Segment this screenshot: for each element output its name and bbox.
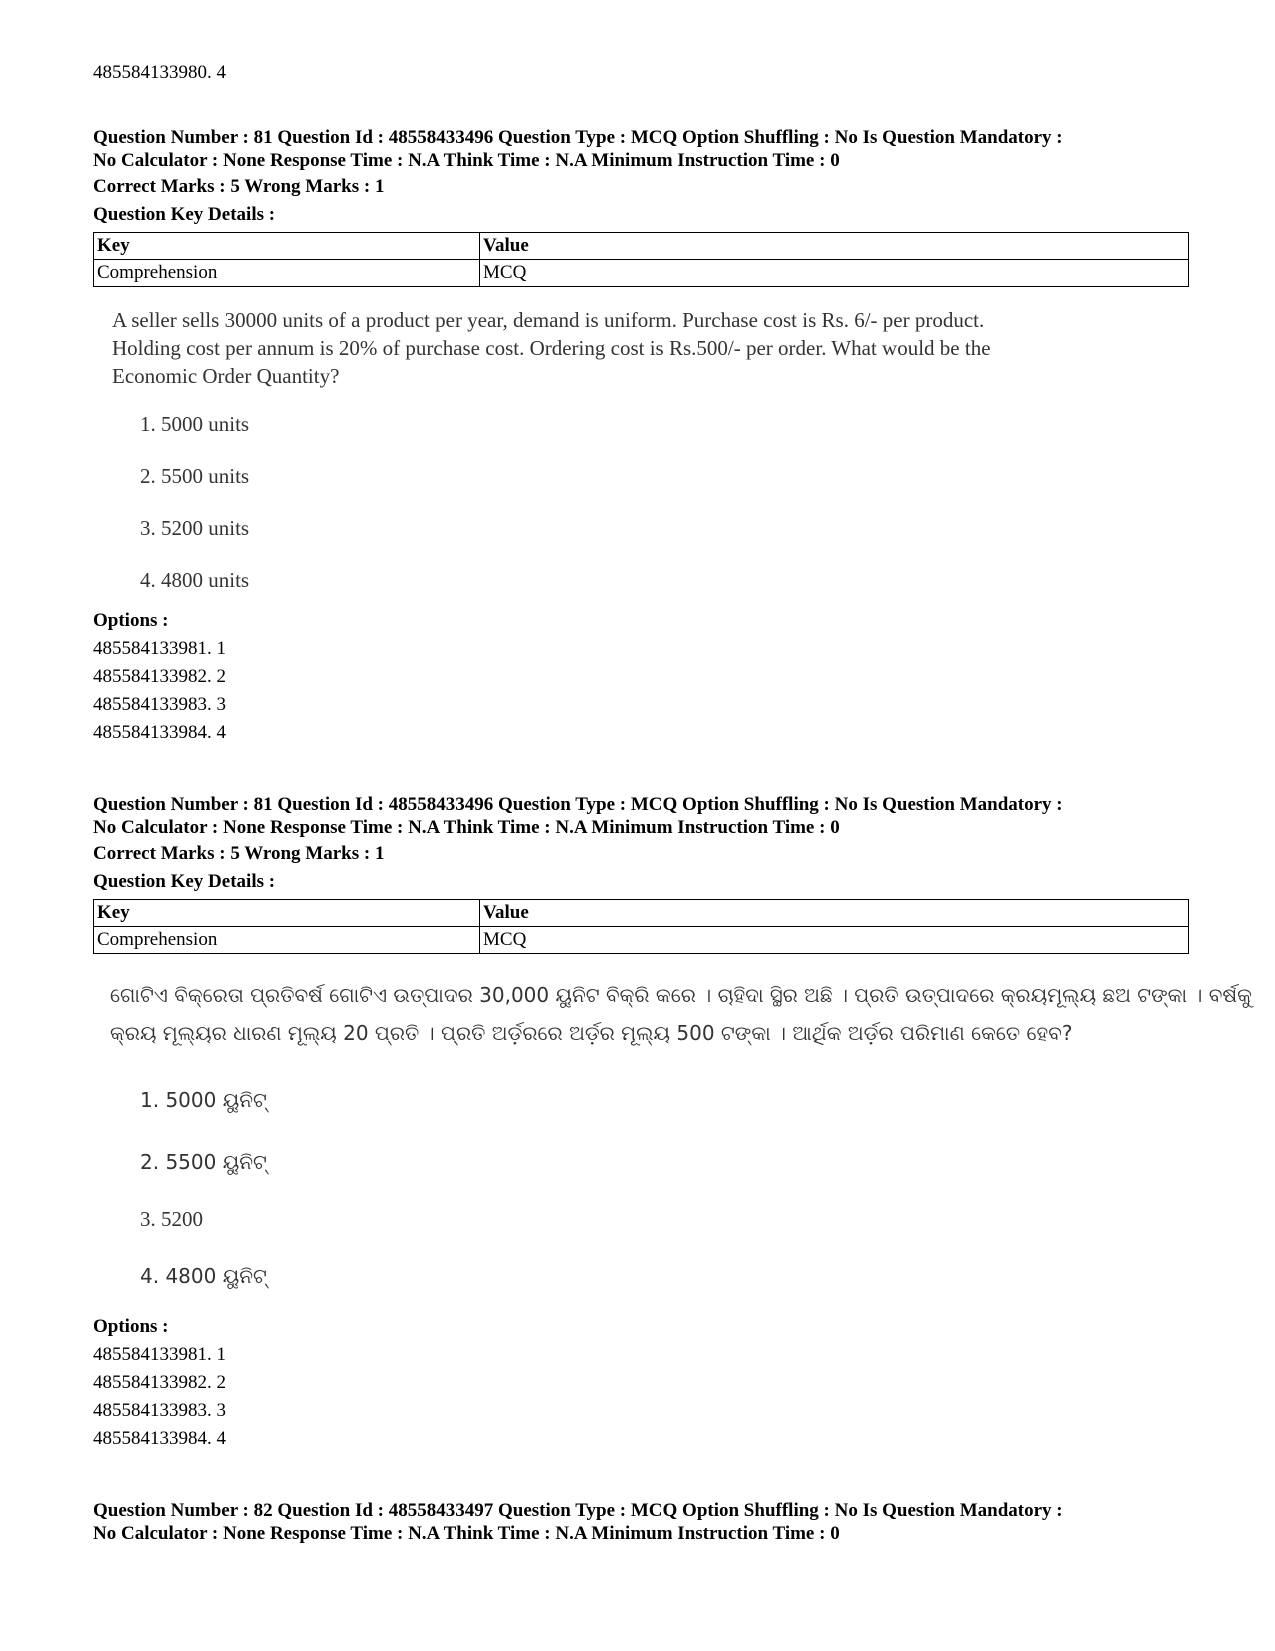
question-line: କ୍ରୟ ମୂଲ୍ୟର ଧାରଣ ମୂଲ୍ୟ 20 ପ୍ରତି । ପ୍ରତି ଅର୍ଡ଼ରରେ ଅର୍ଡ଼ର ମୂଲ୍ୟ 500 ଟଙ୍କା । ଆର୍ଥିକ ଅର୍ଡ଼ର ପରିମାଣ କେତେ ହେବ? bbox=[110, 1021, 1073, 1045]
choice-3: 3. 5200 units bbox=[140, 516, 250, 540]
choice-2: 2. 5500 units bbox=[140, 464, 250, 488]
option-line: 485584133981. 1 bbox=[93, 1344, 226, 1365]
cell-value: MCQ bbox=[480, 927, 1189, 954]
question-meta bbox=[93, 126, 1063, 172]
question-text bbox=[112, 306, 991, 390]
options-heading: Options : bbox=[93, 610, 169, 631]
question-meta-line2: No Calculator : None Response Time : N.A Think Time : N.A Minimum Instruction Time : 0 bbox=[93, 150, 840, 171]
question-meta-line2: No Calculator : None Response Time : N.A Think Time : N.A Minimum Instruction Time : 0 bbox=[93, 1523, 840, 1544]
header-key: Key bbox=[94, 900, 480, 927]
question-meta-line1: Question Number : 82 Question Id : 48558433497 Question Type : MCQ Option Shuffling : No Is Question Mandatory : bbox=[93, 1500, 1063, 1521]
option-line: 485584133982. 2 bbox=[93, 666, 226, 687]
option-line: 485584133982. 2 bbox=[93, 1372, 226, 1393]
table-row bbox=[94, 260, 1189, 287]
cell-value: MCQ bbox=[480, 260, 1189, 287]
key-details-table bbox=[93, 232, 1189, 287]
question-line: Holding cost per annum is 20% of purchase cost. Ordering cost is Rs.500/- per order. What would be the bbox=[112, 336, 991, 360]
key-details-heading: Question Key Details : bbox=[93, 204, 276, 225]
question-line: A seller sells 30000 units of a product per year, demand is uniform. Purchase cost is Rs. 6/- per product. bbox=[112, 308, 985, 332]
table-header-row bbox=[94, 900, 1189, 927]
header-value: Value bbox=[480, 900, 1189, 927]
option-line: 485584133984. 4 bbox=[93, 722, 226, 743]
header-value: Value bbox=[480, 233, 1189, 260]
question-meta-line2: No Calculator : None Response Time : N.A Think Time : N.A Minimum Instruction Time : 0 bbox=[93, 817, 840, 838]
option-line: 485584133981. 1 bbox=[93, 638, 226, 659]
key-details-heading: Question Key Details : bbox=[93, 871, 276, 892]
choice-1: 1. 5000 ୟୁନିଟ୍ bbox=[140, 1088, 267, 1112]
question-text bbox=[110, 976, 1252, 1052]
choice-1: 1. 5000 units bbox=[140, 412, 250, 436]
choice-2: 2. 5500 ୟୁନିଟ୍ bbox=[140, 1150, 267, 1174]
option-line: 485584133984. 4 bbox=[93, 1428, 226, 1449]
cell-key: Comprehension bbox=[94, 260, 480, 287]
key-details-table bbox=[93, 899, 1189, 954]
marks-line: Correct Marks : 5 Wrong Marks : 1 bbox=[93, 843, 385, 864]
cell-key: Comprehension bbox=[94, 927, 480, 954]
header-key: Key bbox=[94, 233, 480, 260]
question-meta-line1: Question Number : 81 Question Id : 48558433496 Question Type : MCQ Option Shuffling : No Is Question Mandatory : bbox=[93, 794, 1063, 815]
choice-4: 4. 4800 ୟୁନିଟ୍ bbox=[140, 1264, 267, 1288]
question-line: ଗୋଟିଏ ବିକ୍ରେତା ପ୍ରତିବର୍ଷ ଗୋଟିଏ ଉତ୍ପାଦର 30,000 ୟୁନିଟ ବିକ୍ରି କରେ । ଚାହିଦା ସ୍ଥିର ଅଛି । ପ୍ରତି ଉତ୍ପାଦରେ କ୍ରୟମୂଲ୍ୟ ଛଅ ଟଙ୍କା । ବର୍ଷକୁ bbox=[110, 983, 1252, 1007]
table-header-row bbox=[94, 233, 1189, 260]
choice-3: 3. 5200 bbox=[140, 1207, 203, 1231]
options-heading: Options : bbox=[93, 1316, 169, 1337]
choice-4: 4. 4800 units bbox=[140, 568, 250, 592]
question-meta bbox=[93, 1499, 1063, 1545]
option-line: 485584133980. 4 bbox=[93, 62, 226, 83]
question-line: Economic Order Quantity? bbox=[112, 364, 340, 388]
table-row bbox=[94, 927, 1189, 954]
option-line: 485584133983. 3 bbox=[93, 1400, 226, 1421]
option-line: 485584133983. 3 bbox=[93, 694, 226, 715]
question-meta bbox=[93, 793, 1063, 839]
marks-line: Correct Marks : 5 Wrong Marks : 1 bbox=[93, 176, 385, 197]
question-meta-line1: Question Number : 81 Question Id : 48558433496 Question Type : MCQ Option Shuffling : No Is Question Mandatory : bbox=[93, 127, 1063, 148]
